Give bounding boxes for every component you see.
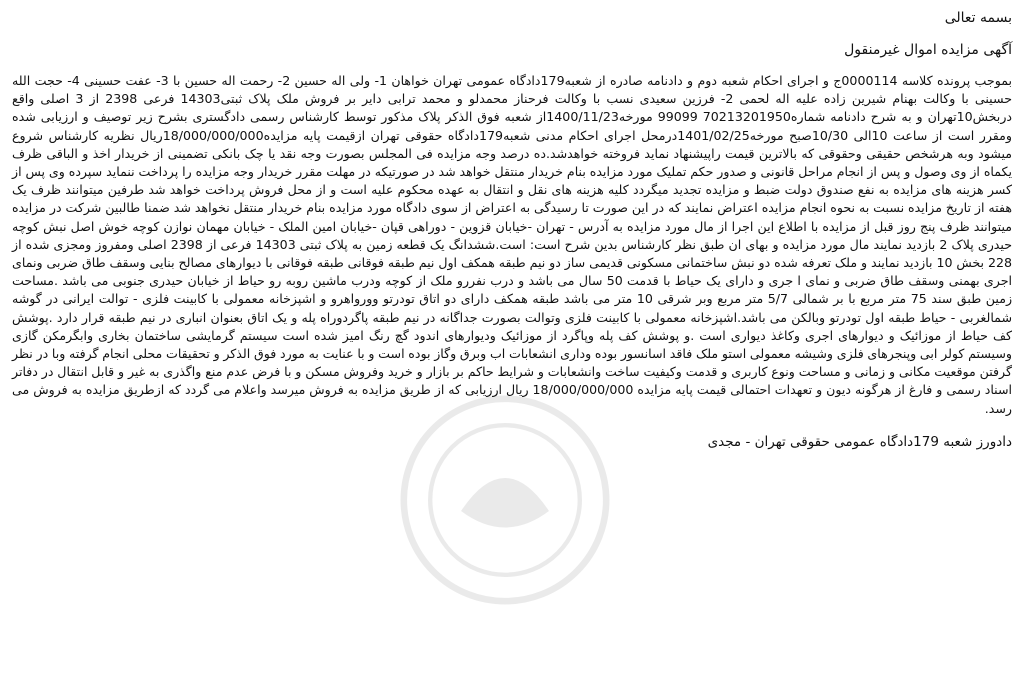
notice-body: بموجب پرونده کلاسه 0000114ج و اجرای احکام شعبه دوم و دادنامه صادره از شعبه179دادگاه عمومی تهران خواهان 1- ولی اله حسین 2- رحمت اله حسین با 3- عفت حسینی 4- حجت الله حسینی با وکالت بهنام شیرین زاده علیه اله لحمی 2- فرزین سعیدی نسب با وکالت فرحناز محمدلو و محمد ترابی دایر بر فروش ملک پلاک ثبتی14303 فرعی 2398 از 3 اصلی واقع دربخش10تهران و به شرح دادنامه شماره70213201950 99099 مورخه1400/11/23از شعبه فوق الذکر پلاک مذکور توسط کارشناس رسمی دادگستری بشرح زیر توصیف و ارزیابی شده ومقرر است از ساعت 10الی 10/30صبح مورخه1401/02/25درمحل اجرای احکام مدنی شعبه179دادگاه حقوقی تهران ازقیمت پایه مزایده18/000/000/000ریال نظریه کارشناس شروع میشود وبه هرشخص حقیقی وحقوقی که بالاترین قیمت راپیشنهاد نماید فروخته خواهدشد.ده درصد وجه مزایده فی المجلس بصورت وجه نقد یا چک بانکی تضمینی از خریدار اخذ و الباقی ظرف یکماه از وی وصول و پس از انجام مراحل قانونی و صدور حکم تملیک مورد مزایده بنام خریدار منتقل خواهد شد در صورتیکه در مهلت مقرر خریدار وجه مزایده را پرداخت ننماید سپرده وی پس از کسر هزینه های مزایده به نفع صندوق دولت ضبط و مزایده تجدید میگردد کلیه هزینه های نقل و انتقال به عهده محکوم علیه است و از محل فروش پرداخت خواهد شد طرفین میتوانند ظرف یک هفته از تاریخ مزایده نسبت به نحوه انجام مزایده اعتراض نمایند که در این صورت تا رسیدگی به اعتراض از سوی دادگاه مورد مزایده بنام خریدار منتقل نخواهد شد ضمنا طالبین شرکت در مزایده میتوانند ظرف پنج روز قبل از مزایده با اطلاع این اجرا از مال مورد مزایده به آدرس - تهران -خیابان قزوین - دوراهی قپان -خیابان امین الملک - خیابان مهمان نوازن کوچه خوش اصل نبش کوچه حیدری پلاک 2 بازدید نمایند مال مورد مزایده و بهای ان طبق نظر کارشناس بدین شرح است: است.ششدانگ یک قطعه زمین به پلاک ثبتی 14303 فرعی از 2398 اصلی ومفروز ومجزی شده از 228 بخش 10 بازدید نمایند و ملک تعرفه شده دو نبش ساختمانی مسکونی قدیمی ساز دو نیم طبقه همکف اول نیم طبقه فوقانی طبقه فوقانی با دیوارهای مصالح بنایی وسقف طاق ضربی ونمای اجری بهمنی وسقف طاق ضربی و نمای ا جری و دارای یک حیاط با قدمت 50 سال می باشد و درب نفررو ملک از کوچه ودرب ماشین روبه رو حیاط از خیابان حیدری جنوبی می باشد .مساحت زمین طبق سند 75 متر مربع با بر شمالی 5/7 متر مربع وبر شرقی 10 متر می باشد طبقه همکف دارای دو اتاق تودرتو وورواهرو و اشپزخانه معمولی با کابینت فلزی - توالت ایرانی در گوشه شمالغربی - حیاط طبقه اول تودرتو وبالکن می باشد.اشپزخانه معمولی با کابینت فلزی وتوالت بصورت جداگانه در نیم طبقه پاگردوراه پله و یک اتاق بعنوان انباری در نیم طبقه قرار دارد .پوشش کف حیاط از موزائیک و دیوارهای اجری وکاغذ دیواری است .و پوشش کف پله وپاگرد از موزائیک ودیوارهای اندود گچ رنگ امیز شده است سیستم گرمایشی ساختمان بخاری وابگرمکن گازی وسیستم کولر ابی وپنجرهای فلزی وشیشه معمولی استو ملک فاقد اسانسور بوده وداری انشعابات اب وبرق وگاز بوده است و با عنایت به مورد فوق الذکر و تحقیقات محلی انجام گرفته وبا در نظر گرفتن موقعیت مکانی و زمانی و مساحت ونوع کاربری و قدمت وکیفیت ساخت وانشعابات و شرایط حاکم بر بازار و خرید وفروش مسکن و با فرض عدم منع واگذری به غیر و قابل انتقال در دفاتر اسناد رسمی و فارغ از هرگونه دیون و تعهدات احتمالی قیمت پایه مزایده 18/000/000/000 ریال ارزیابی که از طریق مزایده به فروش میرسد واعلام می گردد که ازطریق مزایده به فروش می رسد. [12, 73, 1013, 416]
notice-title: آگهی مزایده اموال غیرمنقول [844, 42, 1012, 58]
watermark-seal-icon [395, 390, 615, 610]
notice-signature: دادورز شعبه 179دادگاه عمومی حقوقی تهران - مجدی [707, 433, 1012, 450]
basmala-heading: بسمه تعالی [944, 10, 1012, 26]
